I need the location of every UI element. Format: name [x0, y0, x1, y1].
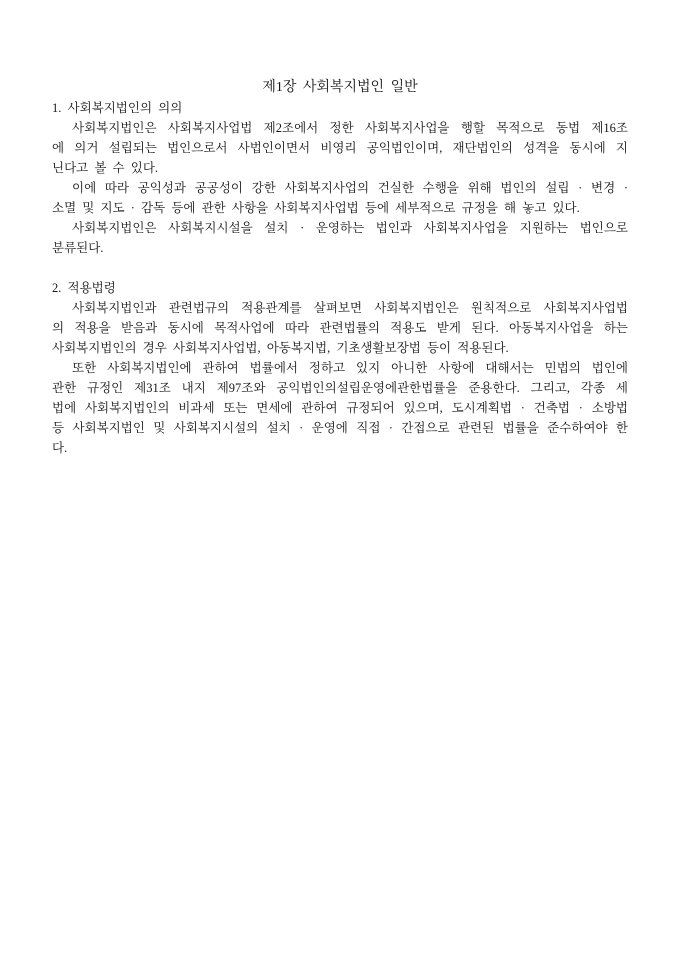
document-content	[52, 78, 628, 458]
section-1	[52, 98, 628, 258]
paragraph	[52, 118, 628, 178]
text-line: 사회복지법인은 사회복지시설을 설치 · 운영하는 법인과 사회복지사업을 지원하는 법인으로	[72, 221, 628, 235]
text-line: 관한 규정인 제31조 내지 제97조와 공익법인의설립운영에관한법률을 준용한다. 그리고, 각종 세	[52, 381, 628, 395]
text-line: 분류된다.	[52, 241, 104, 255]
text-line: 사회복지법인은 사회복지사업법 제2조에서 정한 사회복지사업을 행할 목적으로 동법 제16조	[72, 121, 628, 135]
section-2	[52, 278, 628, 458]
text-line: 소멸 및 지도 · 감독 등에 관한 사항을 사회복지사업법 등에 세부적으로 규정을 해 놓고 있다.	[52, 201, 580, 215]
text-line: 등 사회복지법인 및 사회복지시설의 설치 · 운영에 직접 · 간접으로 관련된 법률을 준수하여야 한	[52, 421, 628, 435]
paragraph	[52, 298, 628, 358]
paragraph	[52, 218, 628, 258]
section-heading: 2. 적용법령	[52, 281, 116, 295]
paragraph	[52, 358, 628, 458]
page-title: 제1장 사회복지법인 일반	[262, 80, 418, 95]
text-line: 에 의거 설립되는 법인으로서 사법인이면서 비영리 공익법인이며, 재단법인의 성격을 동시에 지	[52, 141, 628, 155]
paragraph	[52, 178, 628, 218]
text-line: 이에 따라 공익성과 공공성이 강한 사회복지사업의 건실한 수행을 위해 법인의 설립 · 변경 ·	[72, 181, 628, 195]
text-line: 닌다고 볼 수 있다.	[52, 161, 159, 175]
text-line: 사회복지법인의 경우 사회복지사업법, 아동복지법, 기초생활보장법 등이 적용된다.	[52, 341, 509, 355]
text-line: 다.	[52, 441, 68, 455]
text-line: 또한 사회복지법인에 관하여 법률에서 정하고 있지 아니한 사항에 대해서는 민법의 법인에	[72, 361, 628, 375]
section-heading: 1. 사회복지법인의 의의	[52, 101, 183, 115]
text-line: 의 적용을 받음과 동시에 목적사업에 따라 관련법률의 적용도 받게 된다. 아동복지사업을 하는	[52, 321, 628, 335]
sections-container	[52, 98, 628, 458]
text-line: 법에 사회복지법인의 비과세 또는 면세에 관하여 규정되어 있으며, 도시계획법 · 건축법 · 소방법	[52, 401, 628, 415]
text-line: 사회복지법인과 관련법규의 적용관계를 살펴보면 사회복지법인은 원칙적으로 사회복지사업법	[72, 301, 628, 315]
